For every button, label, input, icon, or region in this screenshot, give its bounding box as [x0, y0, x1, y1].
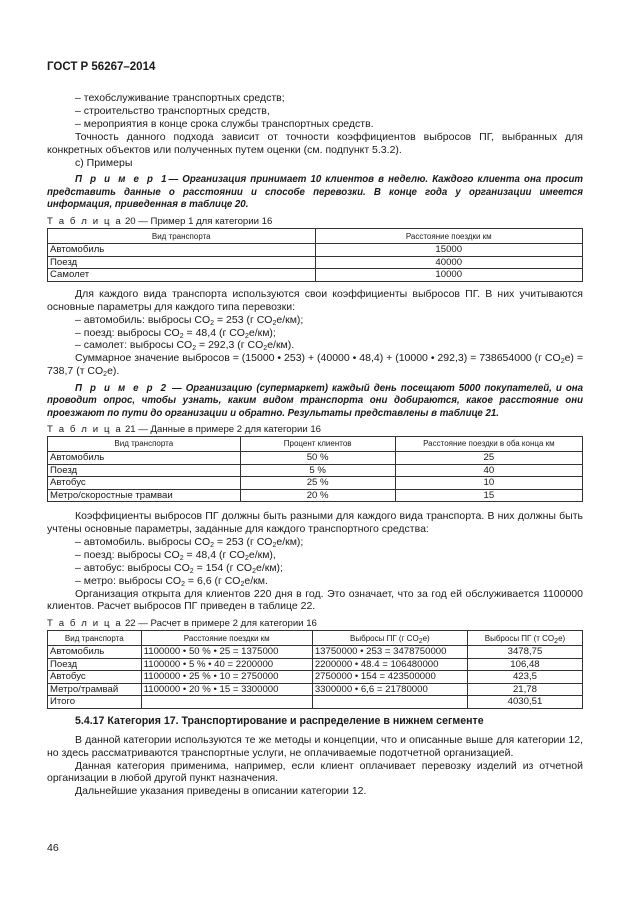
- table-header: Вид транспорта: [48, 229, 316, 244]
- table-row: Метро/трамвай 1100000 • 20 % • 15 = 3300000 3300000 • 6,6 = 21780000 21,78: [48, 683, 583, 696]
- table-22: [47, 630, 583, 709]
- table-row: Поезд 1100000 • 5 % • 40 = 2200000 2200000 • 48.4 = 106480000 106,48: [48, 658, 583, 671]
- example-label: П р и м е р 1: [75, 174, 169, 186]
- table-header: Расстояние поездки км: [315, 229, 583, 244]
- table-caption: Т а б л и ц а 21 — Данные в примере 2 для категории 16: [47, 424, 322, 436]
- paragraph-sum: Суммарное значение выбросов = (15000 • 253) + (40000 • 48,4) + (10000 • 292,3) = 738654000 (г $CO_2е) = 738,7$ (т $CO_2е$).: [47, 352, 583, 379]
- table-row: Автомобиль 15000: [48, 244, 583, 257]
- section-heading: 5.4.17 Категория 17. Транспортирование и распределение в нижнем сегменте: [75, 714, 484, 727]
- list-item: – поезд: выбросы $CO_2 = 48,4$ (г $CO_2е/км$);: [75, 326, 276, 340]
- page-number: 46: [47, 842, 59, 854]
- table-row: Автобус 25 % 10: [48, 477, 583, 490]
- table-row: Поезд 40000: [48, 256, 583, 269]
- document-body: [47, 92, 583, 798]
- paragraph-organization: Организация открыта для клиентов 220 дня в год. Это означает, что за год ей обслуживается 1100000 клиентов. Расчет выбросов ПГ приведен в таблице 22.: [47, 587, 583, 613]
- table-caption: Т а б л и ц а 22 — Расчет в примере 2 для категории 16: [47, 618, 317, 630]
- paragraph-closing: Данная категория применима, например, если клиент оплачивает перевозку изделий из отчетной организации в любой другой пункт назначения.: [47, 759, 583, 785]
- table-row: Автомобиль 50 % 25: [48, 452, 583, 465]
- paragraph-closing: Дальнейшие указания приведены в описании категории 12.: [75, 785, 367, 798]
- table-header: Вид транспорта: [48, 631, 142, 646]
- example-1: [47, 174, 583, 211]
- list-item: – автомобиль: выбросы $CO_2 = 253$ (г $CO_2е/км$);: [75, 313, 304, 327]
- table-header: Выбросы ПГ (г $CO_2е$): [312, 631, 467, 646]
- table-header: Выбросы ПГ (т $CO_2е$): [467, 631, 582, 646]
- list-item: – поезд: выбросы $CO_2 = 48,4$ (г $CO_2е/км$),: [75, 548, 276, 562]
- list-item: – техобслуживание транспортных средств;: [75, 92, 285, 104]
- table-row: Поезд 5 % 40: [48, 464, 583, 477]
- example-text: — Организацию (супермаркет) каждый день посещают 5000 покупателей, и она проводит опрос, чтобы узнать, каким видом транспорта они добираются, какое расстояние они проезжают по пути до организации и обратно. Результаты представлены в таблице 21.: [47, 383, 583, 419]
- table-21: [47, 436, 583, 502]
- table-row: Самолет 10000: [48, 269, 583, 282]
- example-2: [47, 383, 583, 420]
- table-20: [47, 228, 583, 282]
- document-header: ГОСТ Р 56267–2014: [47, 61, 156, 73]
- list-item: – самолет: выбросы $CO_2 = 292,3$ (г $CO_2е/км$).: [75, 339, 295, 353]
- table-row: Автомобиль 1100000 • 50 % • 25 = 1375000 13750000 • 253 = 3478750000 3478,75: [48, 646, 583, 659]
- table-header: Процент клиентов: [240, 437, 395, 452]
- list-item: – метро: выбросы $CO_2 = 6,6$ (г $CO_2е/км$.: [75, 574, 268, 588]
- table-caption: Т а б л и ц а 20 — Пример 1 для категории 16: [47, 216, 273, 228]
- list-item: – автомобиль. выбросы $CO_2 = 253$ (г $CO_2е/км$);: [75, 535, 304, 549]
- table-row: Итого 4030,51: [48, 696, 583, 709]
- list-item: – автобус: выбросы $CO_2 = 154$ (г $CO_2е/км$);: [75, 561, 283, 575]
- table-header: Расстояние поездки в оба конца км: [395, 437, 582, 452]
- table-header: Вид транспорта: [48, 437, 241, 452]
- paragraph-closing: В данной категории используются те же методы и концепции, что и описанные выше для категории 12, но здесь рассматриваются транспортные услуги, не оплачиваемые подотчетной организацией.: [47, 733, 583, 759]
- table-row: Метро/скоростные трамваи 20 % 15: [48, 489, 583, 502]
- paragraph-factors-2: Коэффициенты выбросов ПГ должны быть разными для каждого вида транспорта. В них должны быть учтены основные параметры, заданные для каждого транспортного средства:: [47, 510, 583, 535]
- list-item: – строительство транспортных средств,: [75, 104, 270, 117]
- example-label: П р и м е р 2: [75, 383, 168, 395]
- table-row: Автобус 1100000 • 25 % • 10 = 2750000 2750000 • 154 = 423500000 423,5: [48, 671, 583, 684]
- paragraph-factors-1: Для каждого вида транспорта используются свои коэффициенты выбросов ПГ. В них учитываются основные параметры для каждого типа перевозки:: [47, 287, 583, 313]
- examples-heading: c) Примеры: [75, 156, 133, 169]
- list-item: – мероприятия в конце срока службы транспортных средств.: [75, 117, 374, 130]
- table-header: Расстояние поездки км: [141, 631, 312, 646]
- example-text: — Организация принимает 10 клиентов в неделю. Каждого клиента она просит представить данные о расстоянии и способе перевозки. В конце года у организации имеется информация, приведенная в таблице 20.: [47, 174, 583, 211]
- paragraph-accuracy: Точность данного подхода зависит от точности коэффициентов выбросов ПГ, выбранных для конкретных объектов или полученных путем оценки (см. подпункт 5.3.2).: [47, 130, 583, 156]
